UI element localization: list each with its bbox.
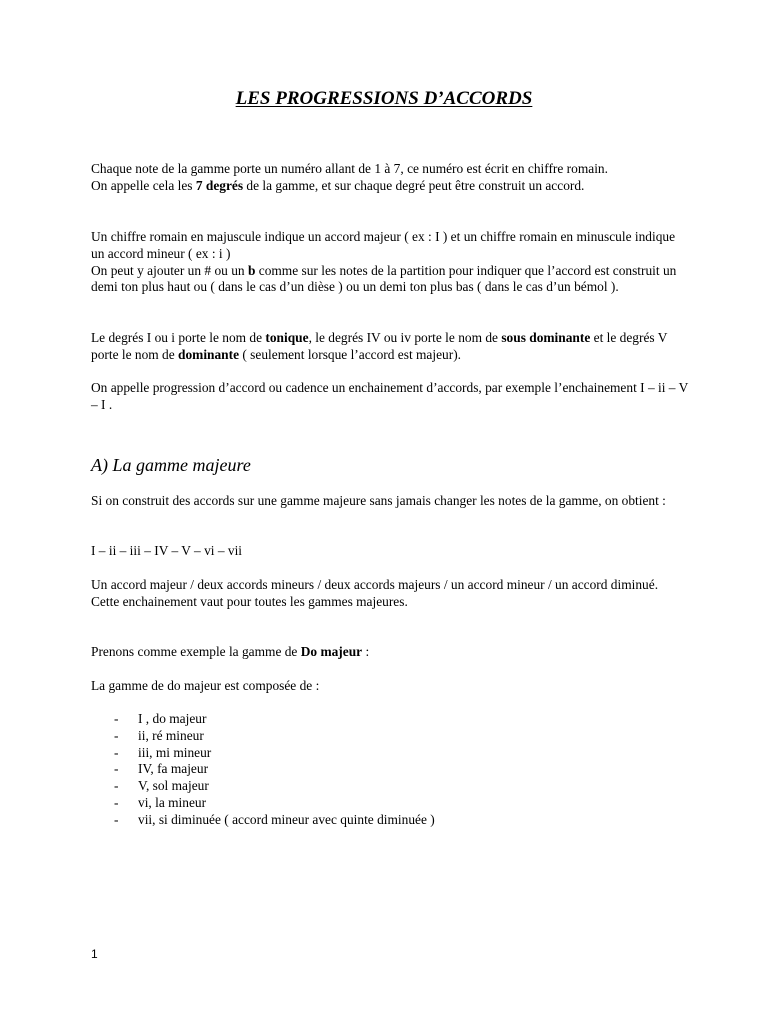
text: On peut y ajouter un # ou un — [91, 262, 248, 278]
bold-text: tonique — [265, 330, 309, 345]
chord-types-note: Cette enchainement vaut pour toutes les gammes majeures. — [91, 593, 408, 609]
roman-line-accidentals — [91, 263, 691, 297]
text: , le degrés IV ou iv porte le nom de — [308, 330, 502, 345]
cadence-paragraph: On appelle progression d’accord ou cadence un enchainement d’accords, par exemple l’enchainement I – ii – V – I . — [91, 380, 689, 412]
bullet-dash: - — [114, 744, 119, 760]
list-item — [114, 795, 435, 812]
list-item-text: vii, si diminuée ( accord mineur avec quinte diminuée ) — [138, 811, 435, 827]
intro-line-seven-degrees — [91, 178, 691, 195]
bold-text: sous dominante — [501, 330, 591, 345]
composition-paragraph: La gamme de do majeur est composée de : — [91, 678, 320, 693]
intro-paragraph — [91, 161, 691, 195]
bullet-dash: - — [114, 727, 119, 743]
list-item — [114, 728, 435, 745]
list-item — [114, 812, 435, 829]
text: Le degrés I ou i porte le nom de — [91, 330, 266, 345]
list-item-text: I , do majeur — [138, 711, 207, 726]
text: comme sur les notes de la partition pour indiquer que l’accord est construit un demi ton plus haut ou ( dans le cas d’un dièse ) ou un demi ton plus bas ( dans le cas d’un bémol ). — [91, 262, 677, 295]
text: ( seulement lorsque l’accord est majeur). — [239, 346, 462, 362]
list-item-text: V, sol majeur — [138, 778, 209, 794]
bullet-dash: - — [114, 711, 119, 726]
list-item-text: IV, fa majeur — [138, 761, 209, 777]
bullet-dash: - — [114, 778, 119, 794]
text: de la gamme, et sur chaque degré peut être construit un accord. — [243, 177, 585, 193]
bold-text: dominante — [178, 346, 240, 362]
degree-names-paragraph — [91, 330, 691, 364]
list-item — [114, 761, 435, 778]
chord-types-paragraph — [91, 577, 691, 611]
list-item — [114, 711, 435, 728]
bullet-dash: - — [114, 761, 119, 777]
section-intro-paragraph: Si on construit des accords sur une gamme majeure sans jamais changer les notes de la gamme, on obtient : — [91, 493, 666, 508]
chord-sequence: I – ii – iii – IV – V – vi – vii — [91, 543, 243, 558]
section-heading: A) La gamme majeure — [91, 455, 251, 475]
text: : — [362, 644, 370, 659]
chord-list — [114, 711, 435, 829]
bullet-dash: - — [114, 811, 119, 827]
page-title: LES PROGRESSIONS D’ACCORDS — [235, 88, 533, 109]
text: et le degrés V porte le nom de — [91, 330, 668, 362]
list-item-text: ii, ré mineur — [138, 727, 204, 743]
text: On appelle cela les — [91, 177, 196, 193]
roman-line-case: Un chiffre romain en majuscule indique un accord majeur ( ex : I ) et un chiffre romain en minuscule indique un accord mineur ( ex : i ) — [91, 229, 676, 261]
intro-line-degrees: Chaque note de la gamme porte un numéro allant de 1 à 7, ce numéro est écrit en chiffre romain. — [91, 161, 608, 176]
chord-types-line: Un accord majeur / deux accords mineurs / deux accords majeurs / un accord mineur / un accord diminué. — [91, 577, 659, 592]
bullet-dash: - — [114, 794, 119, 810]
bold-text: 7 degrés — [195, 177, 244, 193]
bold-text: b — [247, 262, 256, 278]
list-item-text: vi, la mineur — [138, 794, 207, 810]
list-item — [114, 745, 435, 762]
list-item — [114, 778, 435, 795]
bold-text: Do majeur — [300, 644, 363, 659]
roman-paragraph — [91, 229, 691, 296]
list-item-text: iii, mi mineur — [138, 744, 212, 760]
text: Prenons comme exemple la gamme de — [91, 644, 301, 659]
page-number: 1 — [91, 947, 98, 961]
example-paragraph — [91, 644, 691, 661]
